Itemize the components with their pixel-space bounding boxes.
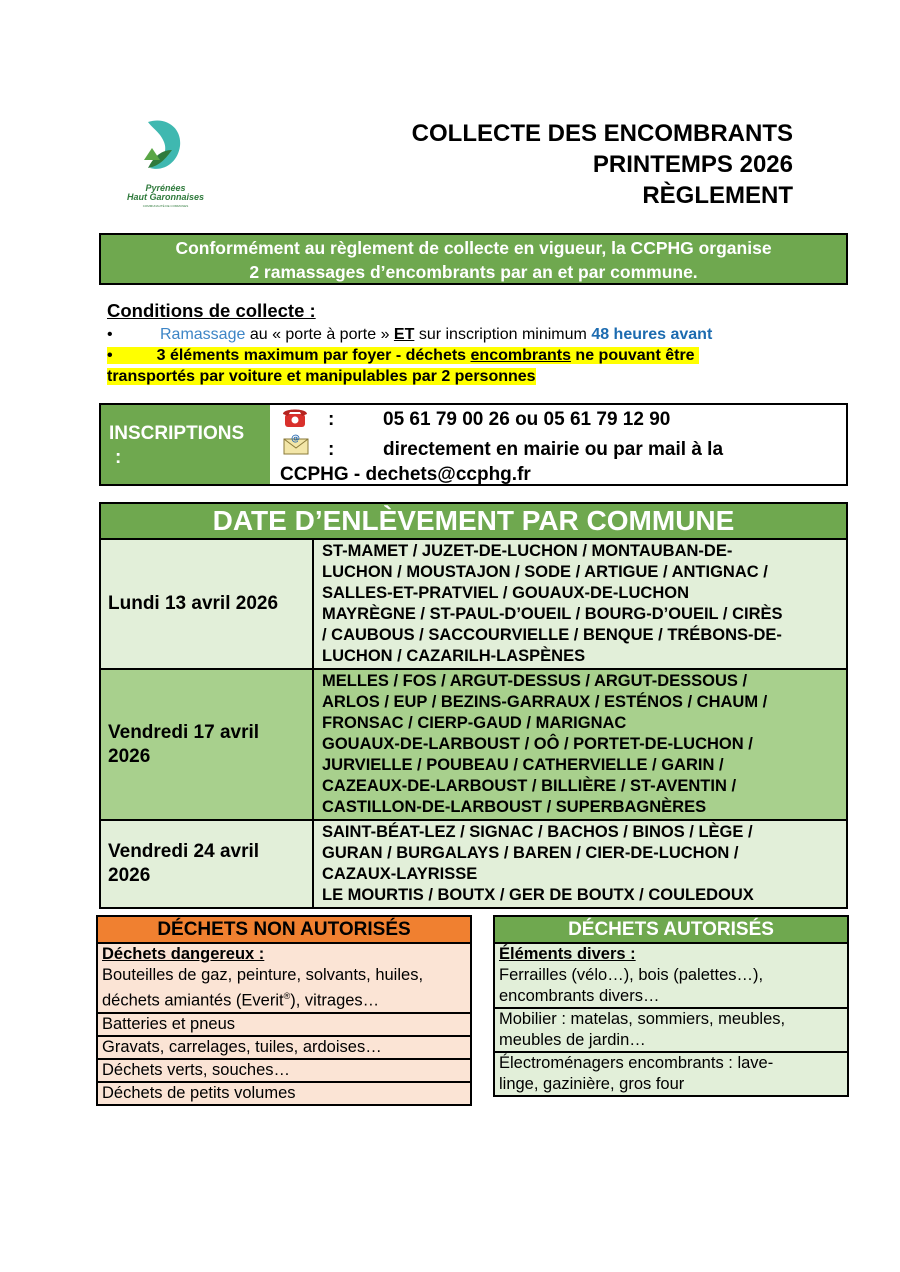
town-line: MAYRÈGNE / ST-PAUL-D’OUEIL / BOURG-D’OUEIL / CIRÈS: [322, 605, 783, 623]
town-list: [313, 539, 847, 669]
conditions-title: Conditions de collecte :: [107, 300, 316, 321]
town-line: ST-MAMET / JUZET-DE-LUCHON / MONTAUBAN-DE-: [322, 542, 733, 560]
phone-numbers[interactable]: 05 61 79 00 26 ou 05 61 79 12 90: [383, 409, 671, 430]
logo-tagline: COMMUNAUTÉ DE COMMUNES: [142, 204, 189, 208]
town-line: LUCHON / CAZARILH-LASPÈNES: [322, 647, 586, 665]
inscriptions-body: [270, 405, 846, 484]
town-line: FRONSAC / CIERP-GAUD / MARIGNAC: [322, 714, 627, 732]
dates-title: DATE D’ENLÈVEMENT PAR COMMUNE: [99, 502, 848, 540]
list-item: [98, 944, 470, 1012]
inscriptions-label-line1: INSCRIPTIONS: [109, 423, 245, 444]
inscriptions-box: [99, 403, 848, 486]
page-title: [412, 118, 793, 211]
town-line: CAZAUX-LAYRISSE: [322, 865, 478, 883]
town-line: LE MOURTIS / BOUTX / GER DE BOUTX / COULEDOUX: [322, 886, 754, 904]
bullet-icon: •: [107, 347, 113, 364]
town-line: GOUAUX-DE-LARBOUST / OÔ / PORTET-DE-LUCHON /: [322, 735, 753, 753]
condition-bullet-1: [107, 324, 807, 345]
non-authorized-title: DÉCHETS NON AUTORISÉS: [98, 917, 470, 944]
table-row: [100, 669, 847, 820]
intro-banner: [99, 233, 848, 285]
table-row: [100, 820, 847, 908]
bullet-icon: •: [107, 326, 113, 343]
title-line3: RÈGLEMENT: [642, 182, 793, 209]
condition-bullet-2: [107, 345, 807, 387]
list-item: Déchets de petits volumes: [98, 1081, 470, 1104]
town-line: SAINT-BÉAT-LEZ / SIGNAC / BACHOS / BINOS / LÈGE /: [322, 823, 753, 841]
mail-line2[interactable]: CCPHG - dechets@ccphg.fr: [280, 464, 531, 485]
item-text-a: déchets amiantés (Everit: [102, 991, 284, 1010]
town-line: MELLES / FOS / ARGUT-DESSUS / ARGUT-DESSOUS /: [322, 672, 748, 690]
logo-swirl-icon: [108, 110, 223, 184]
collection-day: Lundi 13 avril 2026: [100, 539, 313, 669]
delay-text: 48 heures avant: [591, 326, 713, 343]
item-text: meubles de jardin…: [499, 1031, 646, 1049]
banner-line2: 2 ramassages d’encombrants par an et par commune.: [249, 262, 698, 282]
bullet2-line1: [107, 347, 699, 364]
town-line: / CAUBOUS / SACCOURVIELLE / BENQUE / TRÉBONS-DE-: [322, 626, 782, 644]
logo-line1: Pyrénées: [145, 183, 186, 193]
dangerous-waste-subtitle: Déchets dangereux :: [102, 945, 265, 963]
collection-day: [100, 820, 313, 908]
item-text: Électroménagers encombrants : lave-: [499, 1054, 774, 1072]
town-list: [313, 820, 847, 908]
bullet2-text-b: encombrants: [470, 347, 571, 364]
authorized-waste: [493, 915, 849, 1097]
phone-colon: :: [328, 409, 335, 430]
bullet2-line2: transportés par voiture et manipulables par 2 personnes: [107, 368, 536, 385]
collection-day-text: Vendredi 17 avril 2026: [108, 721, 260, 767]
item-text: Bouteilles de gaz, peinture, solvants, huiles,: [102, 966, 424, 984]
dates-table: [99, 538, 848, 909]
phone-icon: [282, 406, 308, 428]
table-row: [100, 539, 847, 669]
porte-text: au « porte à porte »: [245, 326, 394, 343]
item-text-b: ), vitrages…: [290, 991, 380, 1010]
ramassage-text: Ramassage: [160, 326, 246, 343]
title-line2: PRINTEMPS 2026: [592, 151, 793, 178]
authorized-title: DÉCHETS AUTORISÉS: [495, 917, 847, 944]
item-text: linge, gazinière, gros four: [499, 1075, 685, 1093]
mail-line1: directement en mairie ou par mail à la: [383, 439, 724, 460]
bullet2-text-a: 3 éléments maximum par foyer - déchets: [156, 347, 471, 364]
misc-elements-subtitle: Éléments divers :: [499, 945, 636, 963]
bullet2-text-c: ne pouvant être: [570, 347, 695, 364]
collection-day-text: Vendredi 24 avril 2026: [108, 841, 260, 886]
item-text: Ferrailles (vélo…), bois (palettes…),: [499, 966, 764, 984]
banner-line1: Conformément au règlement de collecte en vigueur, la CCPHG organise: [175, 238, 772, 258]
item-text: Mobilier : matelas, sommiers, meubles,: [499, 1010, 786, 1028]
mail-icon: [282, 433, 310, 455]
list-item: Gravats, carrelages, tuiles, ardoises…: [98, 1035, 470, 1058]
list-item: [495, 1051, 847, 1095]
town-line: JURVIELLE / POUBEAU / CATHERVIELLE / GARIN /: [322, 756, 724, 774]
list-item: Batteries et pneus: [98, 1012, 470, 1035]
inscription-text: sur inscription minimum: [414, 326, 592, 343]
mail-colon: :: [328, 439, 335, 460]
inscriptions-label-line2: :: [115, 447, 122, 468]
town-line: GURAN / BURGALAYS / BAREN / CIER-DE-LUCHON /: [322, 844, 739, 862]
ccphg-logo: [108, 110, 223, 210]
town-line: CASTILLON-DE-LARBOUST / SUPERBAGNÈRES: [322, 798, 707, 816]
logo-text: [108, 184, 223, 202]
town-list: [313, 669, 847, 820]
list-item: Déchets verts, souches…: [98, 1058, 470, 1081]
item-text: [102, 986, 466, 1012]
conditions-section: [107, 298, 807, 387]
registered-mark: ®: [283, 991, 291, 1001]
town-line: ARLOS / EUP / BEZINS-GARRAUX / ESTÉNOS / CHAUM /: [322, 693, 768, 711]
inscriptions-label: [101, 405, 270, 484]
logo-line2: Haut Garonnaises: [126, 192, 205, 202]
non-authorized-waste: [96, 915, 472, 1106]
town-line: SALLES-ET-PRATVIEL / GOUAUX-DE-LUCHON: [322, 584, 689, 602]
et-text: ET: [393, 326, 415, 343]
item-text: encombrants divers…: [499, 987, 660, 1005]
collection-day: [100, 669, 313, 820]
town-line: CAZEAUX-DE-LARBOUST / BILLIÈRE / ST-AVENTIN /: [322, 777, 737, 795]
title-line1: COLLECTE DES ENCOMBRANTS: [411, 120, 793, 147]
list-item: [495, 1007, 847, 1051]
list-item: [495, 944, 847, 1007]
svg-text:@: @: [291, 434, 300, 444]
town-line: LUCHON / MOUSTAJON / SODE / ARTIGUE / ANTIGNAC /: [322, 563, 768, 581]
